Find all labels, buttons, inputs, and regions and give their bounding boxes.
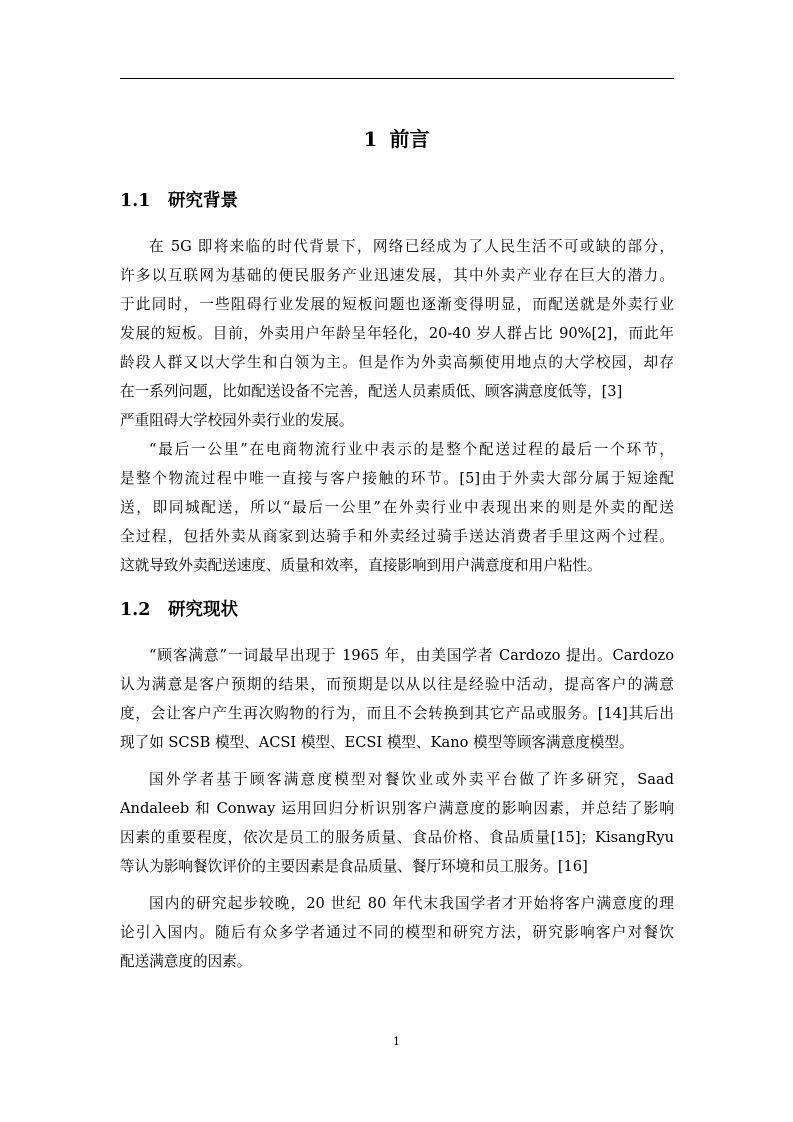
section-title: 研究背景: [168, 191, 238, 211]
body-line: 配送满意度的因素。: [120, 953, 252, 970]
page-number: 1: [393, 1035, 400, 1048]
chapter-title: 前言: [389, 127, 430, 151]
body-line: 现了如 SCSB 模型、ACSI 模型、ECSI 模型、Kano 模型等顾客满意度模型。: [120, 734, 634, 751]
body-line: 是整个物流过程中唯一直接与客户接触的环节。[5]由于外卖大部分属于短途配: [120, 470, 674, 487]
body-line: 全过程，包括外卖从商家到达骑手和外卖经过骑手送达消费者手里这两个过程。: [120, 528, 674, 545]
section-heading: [120, 597, 238, 623]
body-line: 度，会让客户产生再次购物的行为，而且不会转换到其它产品或服务。[14]其后出: [120, 705, 674, 722]
body-line: 国内的研究起步较晚，20 世纪 80 年代末我国学者才开始将客户满意度的理: [149, 895, 674, 912]
body-line: 认为满意是客户预期的结果，而预期是以从以往是经验中活动，提高客户的满意: [120, 676, 674, 693]
section-number: 1.1: [120, 191, 151, 211]
body-line: 论引入国内。随后有众多学者通过不同的模型和研究方法，研究影响客户对餐饮: [120, 924, 674, 941]
section-title: 研究现状: [168, 600, 238, 620]
body-line: 在 5G 即将来临的时代背景下，网络已经成为了人民生活不可或缺的部分，: [149, 238, 674, 255]
body-line: “最后一公里”在电商物流行业中表示的是整个配送过程的最后一个环节，: [149, 441, 674, 458]
body-line: 许多以互联网为基础的便民服务产业迅速发展，其中外卖产业存在巨大的潜力。: [120, 267, 674, 284]
body-line: Andaleeb 和 Conway 运用回归分析识别客户满意度的影响因素，并总结了影响: [120, 800, 674, 817]
body-line: 龄段人群又以大学生和白领为主。但是作为外卖高频使用地点的大学校园，却存: [120, 354, 674, 371]
body-line: “顾客满意”一词最早出现于 1965 年，由美国学者 Cardozo 提出。Cardozo: [149, 647, 674, 664]
body-line: 于此同时，一些阻碍行业发展的短板问题也逐渐变得明显，而配送就是外卖行业: [120, 296, 674, 313]
body-line: 在一系列问题，比如配送设备不完善，配送人员素质低、顾客满意度低等，[3]: [120, 383, 623, 400]
body-line: 严重阻碍大学校园外卖行业的发展。: [120, 412, 354, 429]
body-line: 因素的重要程度，依次是员工的服务质量、食品价格、食品质量[15]；KisangRyu: [120, 829, 674, 846]
body-line: 发展的短板。目前，外卖用户年龄呈年轻化，20-40 岁人群占比 90%[2]，而此年: [120, 325, 674, 342]
section-heading: [120, 188, 238, 214]
body-line: 送，即同城配送，所以“最后一公里”在外卖行业中表现出来的则是外卖的配送: [120, 499, 674, 516]
body-line: 国外学者基于顾客满意度模型对餐饮业或外卖平台做了许多研究，Saad: [149, 771, 674, 788]
body-line: 这就导致外卖配送速度、质量和效率，直接影响到用户满意度和用户粘性。: [120, 557, 602, 574]
header-rule: [120, 78, 674, 79]
chapter-heading: [0, 125, 793, 153]
section-number: 1.2: [120, 600, 151, 620]
chapter-number: 1: [363, 127, 378, 151]
body-line: 等认为影响餐饮评价的主要因素是食品质量、餐厅环境和员工服务。[16]: [120, 858, 588, 875]
